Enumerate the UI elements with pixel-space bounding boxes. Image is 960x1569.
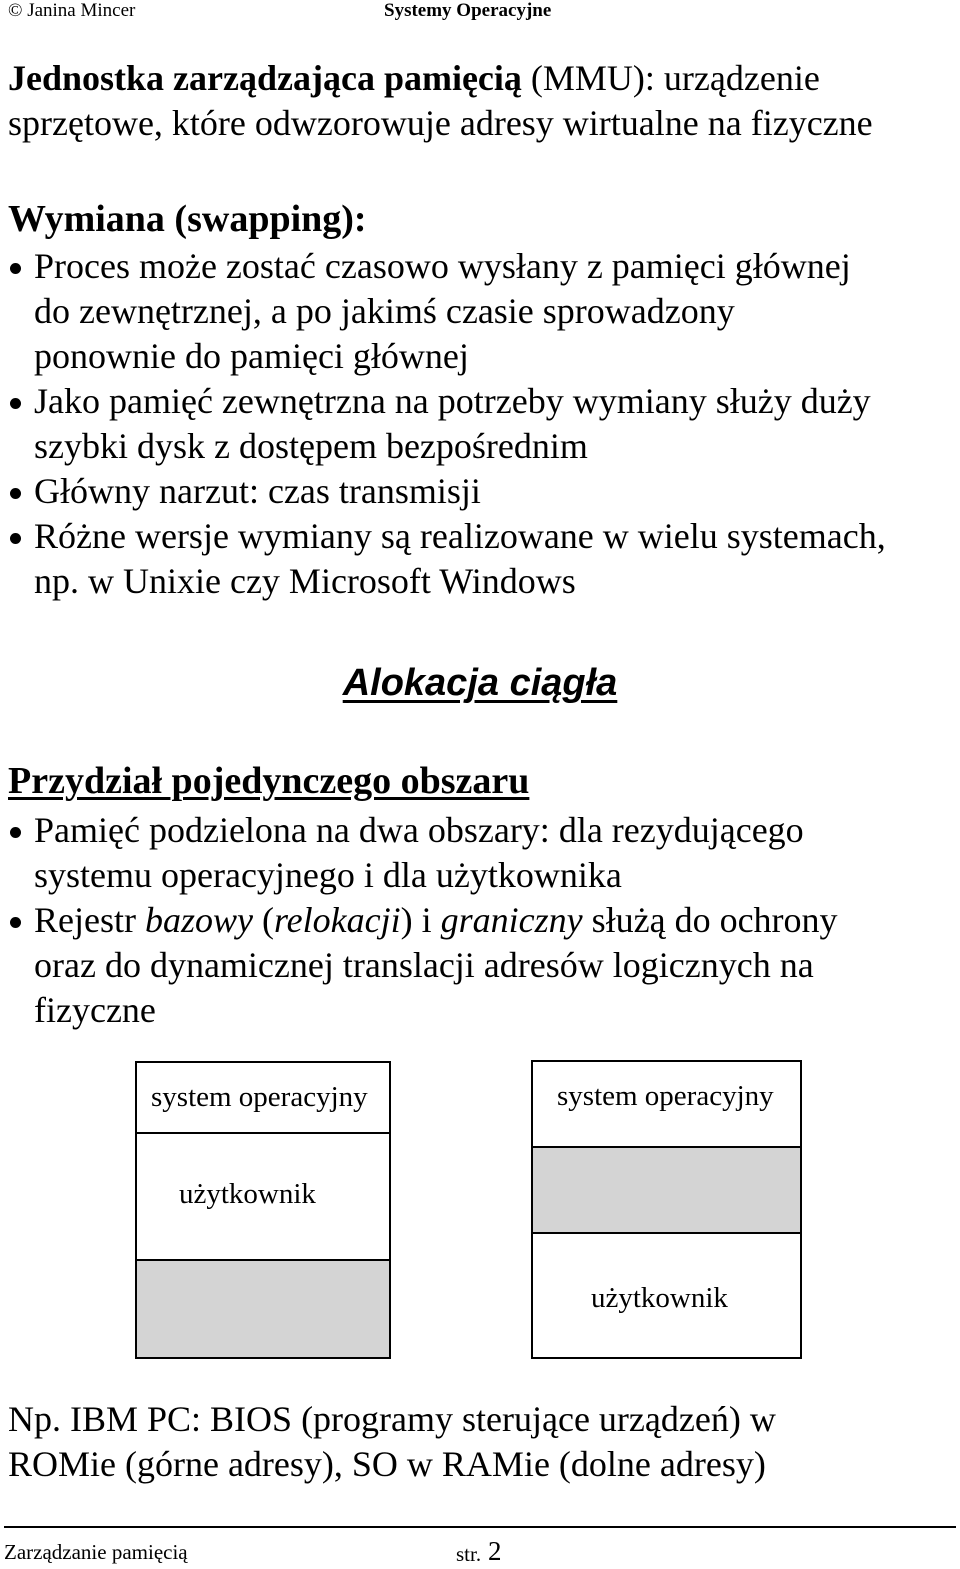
- user-label: użytkownik: [179, 1178, 316, 1210]
- list-item: [8, 379, 952, 469]
- term-relocation: relokacji: [273, 900, 401, 940]
- example-line: ROMie (górne adresy), SO w RAMie (dolne adresy): [8, 1444, 766, 1484]
- bullet-line: Różne wersje wymiany są realizowane w wielu systemach,: [34, 516, 886, 556]
- single-area-heading: Przydział pojedynczego obszaru: [8, 760, 530, 802]
- footer-divider: [4, 1526, 956, 1528]
- bullet-line: [34, 898, 952, 943]
- author-name: Janina Mincer: [27, 0, 136, 21]
- section-title: [0, 662, 960, 705]
- bullet-line: np. w Unixie czy Microsoft Windows: [34, 561, 576, 601]
- page-number: 2: [488, 1536, 502, 1566]
- bullet-line: ponownie do pamięci głównej: [34, 336, 469, 376]
- list-item: [8, 469, 952, 514]
- bullet-line: oraz do dynamicznej translacji adresów logicznych na: [34, 945, 814, 985]
- page-header: [8, 0, 952, 24]
- user-region: [533, 1234, 800, 1357]
- bullet-line: Jako pamięć zewnętrzna na potrzeby wymiany służy duży: [34, 381, 871, 421]
- os-region: [137, 1063, 389, 1134]
- bullet-line: fizyczne: [34, 990, 156, 1030]
- list-item: [8, 808, 952, 898]
- list-item: [8, 244, 952, 379]
- list-item: [8, 898, 952, 1033]
- text-run: (: [252, 900, 274, 940]
- footer-section: Zarządzanie pamięcią: [4, 1540, 188, 1564]
- bullet-line: systemu operacyjnego i dla użytkownika: [34, 855, 622, 895]
- swapping-list: [8, 244, 952, 604]
- text-run: ) i: [400, 900, 441, 940]
- term-base: bazowy: [144, 900, 253, 940]
- free-region: [137, 1261, 389, 1357]
- bullet-line: Pamięć podzielona na dwa obszary: dla rezydującego: [34, 810, 804, 850]
- mmu-line-2: sprzętowe, które odwzorowuje adresy wirtualne na fizyczne: [8, 103, 873, 143]
- author-line: [8, 0, 135, 22]
- user-region: [137, 1134, 389, 1261]
- text-run: Rejestr: [34, 900, 145, 940]
- single-area-section: [8, 758, 952, 1033]
- bullet-line: do zewnętrznej, a po jakimś czasie sprowadzony: [34, 291, 735, 331]
- bullet-line: Główny narzut: czas transmisji: [34, 471, 481, 511]
- example-line: Np. IBM PC: BIOS (programy sterujące urządzeń) w: [8, 1399, 776, 1439]
- copyright-symbol: ©: [8, 0, 23, 21]
- mmu-definition: [8, 56, 952, 146]
- section-title-text: Alokacja ciągła: [342, 662, 618, 704]
- bullet-line: Proces może zostać czasowo wysłany z pamięci głównej: [34, 246, 851, 286]
- mmu-line-1: [8, 56, 952, 101]
- os-region: [533, 1062, 800, 1148]
- course-title: Systemy Operacyjne: [384, 0, 552, 21]
- single-area-list: [8, 808, 952, 1033]
- page-label: str.: [456, 1542, 482, 1566]
- os-label: system operacyjny: [557, 1080, 774, 1112]
- mmu-rest: (MMU): urządzenie: [521, 58, 820, 98]
- mmu-term: Jednostka zarządzająca pamięcią: [8, 58, 522, 98]
- ibm-pc-example: [8, 1397, 952, 1487]
- page-footer: [4, 1536, 502, 1566]
- bullet-line: szybki dysk z dostępem bezpośrednim: [34, 426, 588, 466]
- swapping-section: [8, 196, 952, 604]
- memory-diagram-left: [135, 1061, 391, 1359]
- list-item: [8, 514, 952, 604]
- os-label: system operacyjny: [151, 1081, 368, 1113]
- text-run: służą do ochrony: [582, 900, 838, 940]
- free-region: [533, 1148, 800, 1234]
- term-limit: graniczny: [440, 900, 583, 940]
- swapping-heading: Wymiana (swapping):: [8, 198, 367, 240]
- memory-diagram-right: [531, 1060, 802, 1359]
- user-label: użytkownik: [591, 1282, 728, 1314]
